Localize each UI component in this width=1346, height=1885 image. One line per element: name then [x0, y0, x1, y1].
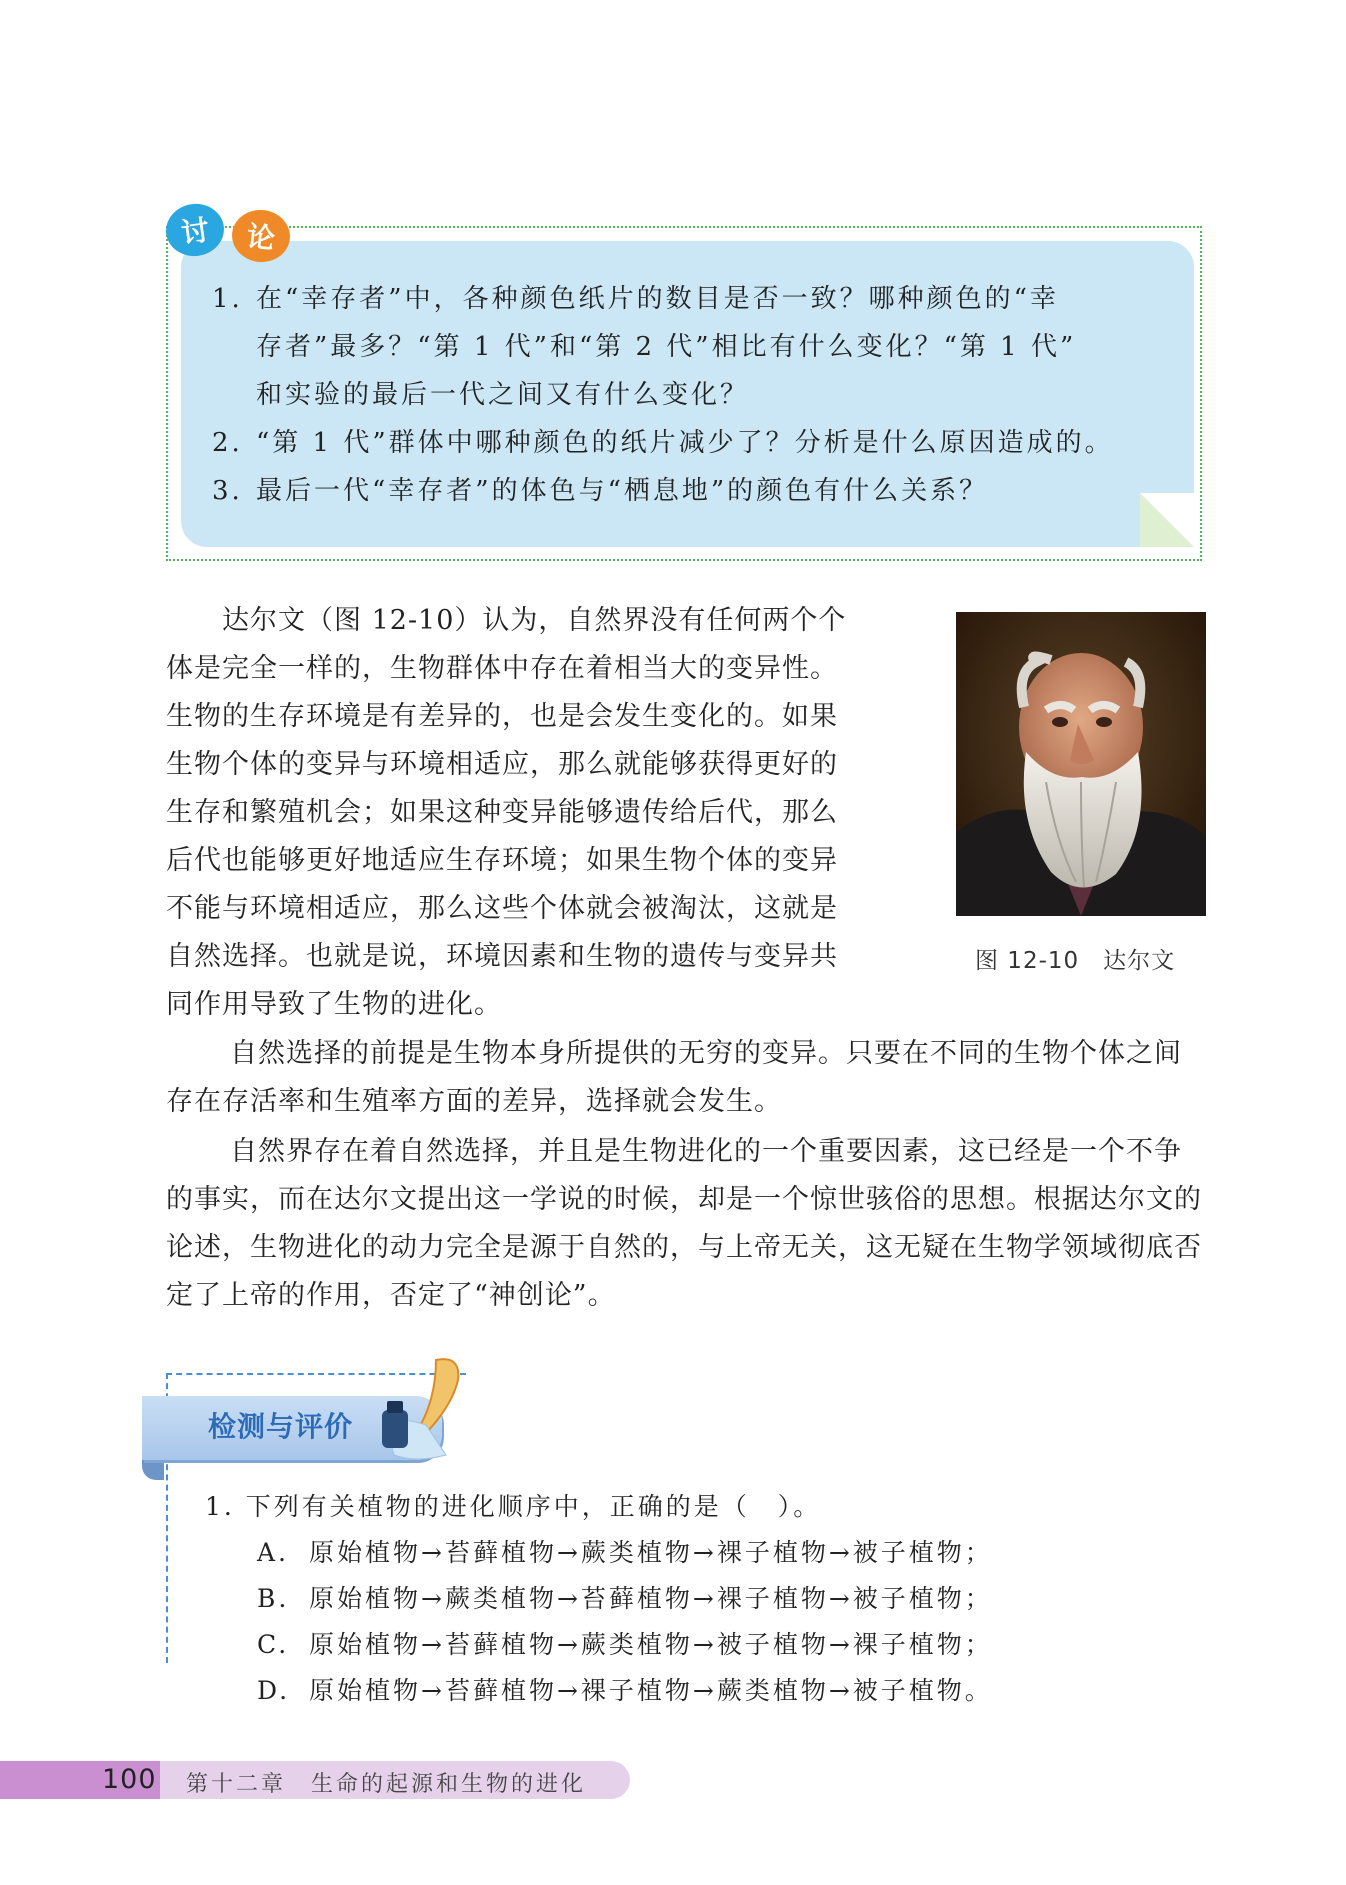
chapter-title: 第十二章 生命的起源和生物的进化: [186, 1772, 587, 1797]
question-number: 3.: [212, 476, 243, 506]
bubble-char: 论: [245, 219, 277, 256]
assessment-title: 检测与评价: [208, 1410, 354, 1443]
assessment-question-1: 1. 下列有关植物的进化顺序中，正确的是（ ）。: [205, 1492, 822, 1521]
paragraph-premise: 自然选择的前提是生物本身所提供的无穷的变异。只要在不同的生物个体之间存在存活率和生殖率方面的差异，选择就会发生。: [166, 1038, 1182, 1117]
option-label: D.: [257, 1676, 291, 1705]
paragraph-line: 达尔文（图 12-10）认为，自然界没有任何两个个: [166, 605, 847, 636]
paragraph-line: 同作用导致了生物的进化。: [166, 989, 502, 1020]
discussion-question-2: [212, 419, 1192, 467]
option-text: 原始植物→苔藓植物→蕨类植物→被子植物→裸子植物；: [309, 1630, 993, 1659]
answer-option-d: [257, 1668, 993, 1714]
question-number: 1.: [212, 284, 243, 314]
option-label: A.: [257, 1538, 290, 1567]
answer-option-a: [257, 1530, 993, 1576]
option-text: 原始植物→苔藓植物→裸子植物→蕨类植物→被子植物。: [309, 1676, 993, 1705]
question-text: “第 1 代”群体中哪种颜色的纸片减少了？分析是什么原因造成的。: [256, 428, 1114, 458]
bubble-char: 讨: [179, 213, 212, 250]
answer-option-c: [257, 1622, 993, 1668]
option-text: 原始植物→苔藓植物→蕨类植物→裸子植物→被子植物；: [309, 1538, 993, 1567]
page-number: 100: [102, 1764, 157, 1795]
paragraph-line: 生物个体的变异与环境相适应，那么就能够获得更好的: [166, 749, 838, 780]
question-line: 存者”最多？“第 1 代”和“第 2 代”相比有什么变化？“第 1 代”: [256, 332, 1077, 362]
paragraph-conclusion: 自然界存在着自然选择，并且是生物进化的一个重要因素，这已经是一个不争的事实，而在达尔文提出这一学说的时候，却是一个惊世骇俗的思想。根据达尔文的论述，生物进化的动力完全是源于自然的，与上帝无关，这无疑在生物学领域彻底否定了上帝的作用，否定了“神创论”。: [166, 1136, 1202, 1311]
paragraph-line: 生物的生存环境是有差异的，也是会发生变化的。如果: [166, 701, 838, 732]
paragraph-line: 自然选择。也就是说，环境因素和生物的遗传与变异共: [166, 941, 838, 972]
question-number: 2.: [212, 428, 243, 458]
answer-option-b: [257, 1576, 993, 1622]
question-line: 在“幸存者”中，各种颜色纸片的数目是否一致？哪种颜色的“幸: [256, 284, 1059, 314]
option-label: C.: [257, 1630, 290, 1659]
discussion-question-3: [212, 467, 1172, 515]
discussion-question-1: [212, 275, 1172, 419]
paragraph-line: 生存和繁殖机会；如果这种变异能够遗传给后代，那么: [166, 797, 838, 828]
option-text: 原始植物→蕨类植物→苔藓植物→裸子植物→被子植物；: [309, 1584, 993, 1613]
paragraph-line: 后代也能够更好地适应生存环境；如果生物个体的变异: [166, 845, 838, 876]
darwin-portrait: [956, 612, 1206, 916]
paragraph-line: 体是完全一样的，生物群体中存在着相当大的变异性。: [166, 653, 838, 684]
ink-quill-icon: [376, 1355, 466, 1465]
paragraph-line: 不能与环境相适应，那么这些个体就会被淘汰，这就是: [166, 893, 838, 924]
question-text: 最后一代“幸存者”的体色与“栖息地”的颜色有什么关系？: [256, 476, 989, 506]
option-label: B.: [257, 1584, 290, 1613]
paragraph-darwin: [166, 597, 926, 981]
figure-caption: 图 12-10 达尔文: [975, 948, 1176, 974]
question-line: 和实验的最后一代之间又有什么变化？: [256, 380, 750, 410]
